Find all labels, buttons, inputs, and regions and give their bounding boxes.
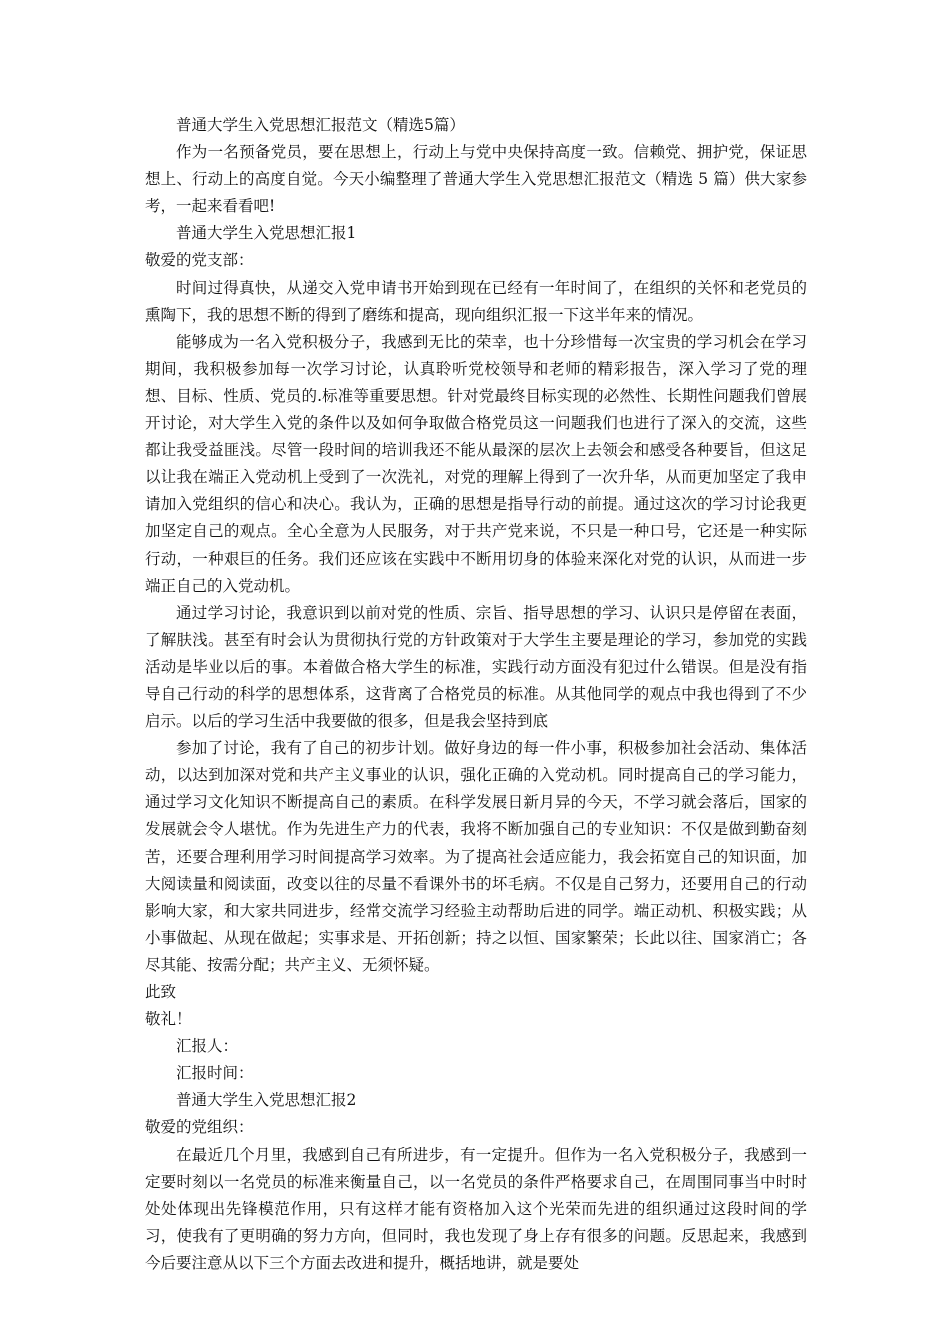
report-1-paragraph: 时间过得真快，从递交入党申请书开始到现在已经有一年时间了，在组织的关怀和老党员的熏陶下，我的思想不断的得到了磨练和提高，现向组织汇报一下这半年来的情况。 <box>145 278 807 324</box>
report-1-salute: 敬礼！ <box>145 1010 192 1029</box>
report-1-paragraph: 通过学习讨论，我意识到以前对党的性质、宗旨、指导思想的学习、认识只是停留在表面，了解肤浅。甚至有时会认为贯彻执行党的方针政策对于大学生主要是理论的学习，参加党的实践活动是毕业以后的事。本着做合格大学生的标准，实践行动方面没有犯过什么错误。但是没有指导自己行动的科学的思想体系，这背离了合格党员的标准。从其他同学的观点中我也得到了不少启示。以后的学习生活中我要做的很多，但是我会坚持到底 <box>145 603 807 731</box>
document-page <box>145 112 807 1277</box>
report-1-salutation: 敬爱的党支部： <box>145 251 254 270</box>
report-1-heading: 普通大学生入党思想汇报1 <box>176 224 357 243</box>
report-2-paragraph: 在最近几个月里，我感到自己有所进步，有一定提升。但作为一名入党积极分子，我感到一定要时刻以一名党员的标准来衡量自己，以一名党员的条件严格要求自己，在周围同事当中时时处处体现出先锋模范作用，只有这样才能有资格加入这个光荣而先进的组织通过这段时间的学习，使我有了更明确的努力方向，但同时，我也发现了身上存有很多的问题。反思起来，我感到今后要注意从以下三个方面去改进和提升，概括地讲，就是要处 <box>145 1145 807 1272</box>
report-2-heading: 普通大学生入党思想汇报2 <box>176 1091 357 1110</box>
report-2-salutation: 敬爱的党组织： <box>145 1118 254 1137</box>
report-1-closing: 此致 <box>145 983 177 1001</box>
document-title: 普通大学生入党思想汇报范文（精选5篇） <box>176 116 465 134</box>
report-1-reporter: 汇报人： <box>176 1037 239 1056</box>
intro-paragraph: 作为一名预备党员，要在思想上，行动上与党中央保持高度一致。信赖党、拥护党，保证思想上、行动上的高度自觉。今天小编整理了普通大学生入党思想汇报范文（精选 5 篇）供大家参考，一起来看看吧! <box>145 143 807 216</box>
report-1-paragraph: 参加了讨论，我有了自己的初步计划。做好身边的每一件小事，积极参加社会活动、集体活动，以达到加深对党和共产主义事业的认识，强化正确的入党动机。同时提高自己的学习能力，通过学习文化知识不断提高自己的素质。在科学发展日新月异的今天，不学习就会落后，国家的发展就会令人堪忧。作为先进生产力的代表，我将不断加强自己的专业知识：不仅是做到勤奋刻苦，还要合理利用学习时间提高学习效率。为了提高社会适应能力，我会拓宽自己的知识面，加大阅读量和阅读面，改变以往的尽量不看课外书的坏毛病。不仅是自己努力，还要用自己的行动影响大家，和大家共同进步，经常交流学习经验主动帮助后进的同学。端正动机、积极实践；从小事做起、从现在做起；实事求是、开拓创新；持之以恒、国家繁荣；长此以往、国家消亡；各尽其能、按需分配；共产主义、无须怀疑。 <box>145 739 807 974</box>
report-1-report-time: 汇报时间： <box>176 1064 254 1083</box>
report-1-paragraph: 能够成为一名入党积极分子，我感到无比的荣幸，也十分珍惜每一次宝贵的学习机会在学习期间，我积极参加每一次学习讨论，认真聆听党校领导和老师的精彩报告，深入学习了党的理想、目标、性质、党员的.标准等重要思想。针对党最终目标实现的必然性、长期性问题我们曾展开讨论，对大学生入党的条件以及如何争取做合格党员这一问题我们也进行了深入的交流，这些都让我受益匪浅。尽管一段时间的培训我还不能从最深的层次上去领会和感受各种要旨，但这足以让我在端正入党动机上受到了一次洗礼，对党的理解上得到了一次升华，从而更加坚定了我申请加入党组织的信心和决心。我认为，正确的思想是指导行动的前提。通过这次的学习讨论我更加坚定自己的观点。全心全意为人民服务，对于共产党来说，不只是一种口号，它还是一种实际行动，一种艰巨的任务。我们还应该在实践中不断用切身的体验来深化对党的认识，从而进一步端正自己的入党动机。 <box>145 332 807 595</box>
